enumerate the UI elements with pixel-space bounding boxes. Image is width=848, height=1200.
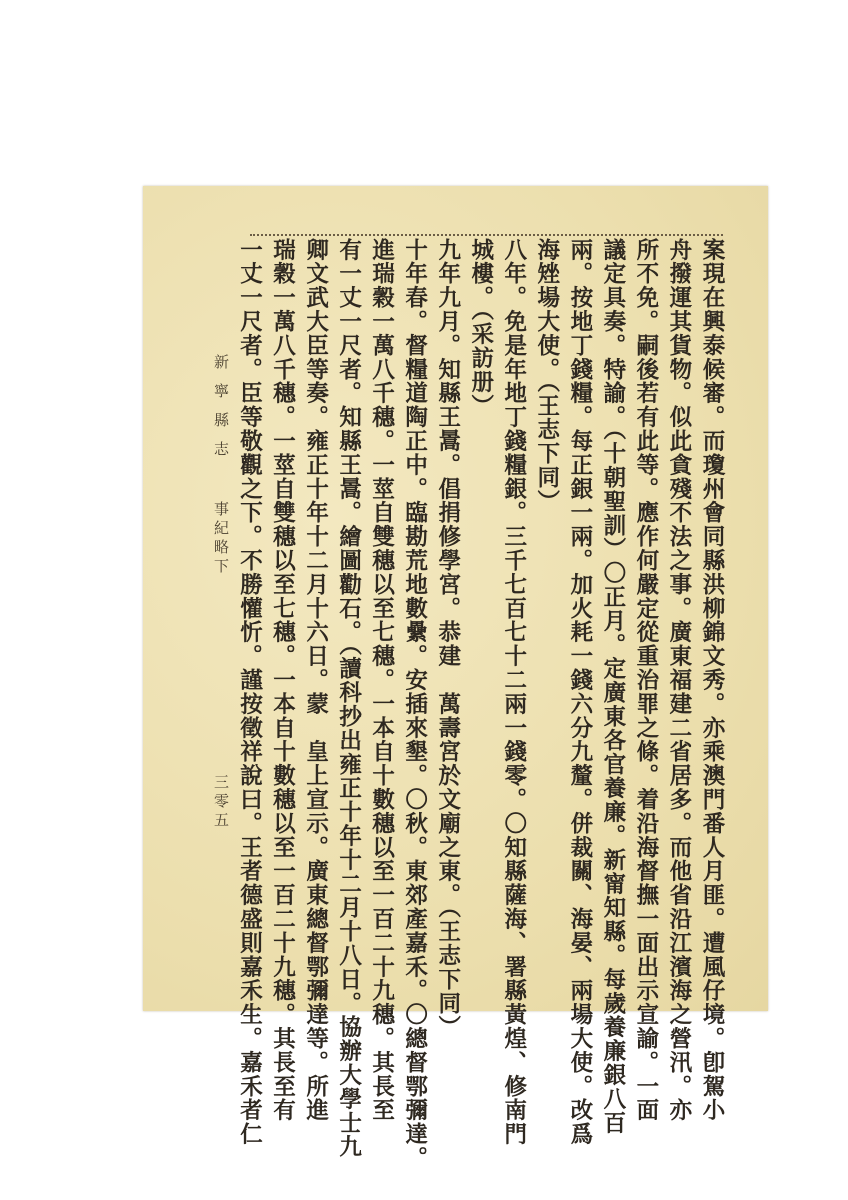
text-column-10: 十年春。督糧道陶正中。臨勘荒地數纍。安插來墾。〇秋。東郊產嘉禾。〇總督鄂彌達。 [401,238,428,1171]
text-column-3: 所不免。嗣後若有此等。應作何嚴定從重治罪之條。着沿海督撫一面出示宣諭。一面 [632,238,659,1123]
text-column-2: 舟撥運其貨物。似此貪殘不法之事。廣東福建二省居多。而他省沿江濱海之營汛。亦 [665,238,692,1123]
text-column-14: 瑞穀一萬八千穗。一莖自雙穗以至七穗。一本自十數穗以至一百二十九穗。其長至有 [269,238,296,1123]
text-column-13: 卿文武大臣等奏。雍正十年十二月十六日。蒙 皇上宣示。廣東總督鄂彌達等。所進 [302,238,329,1123]
text-column-5: 兩。按地丁錢糧。每正銀一兩。加火耗一錢六分九釐。併裁關、海晏、兩場大使。改爲 [566,238,593,1147]
page-number: 三零五 [212,774,230,831]
section-title: 事紀略下 [212,501,230,577]
text-column-4: 議定具奏。特諭。（十朝聖訓）〇正月。定廣東各官養廉。新甯知縣。每歲養廉銀八百 [599,238,626,1135]
text-column-11: 進瑞穀一萬八千穗。一莖自雙穗以至七穗。一本自十數穗以至一百二十九穗。其長至 [368,238,395,1123]
body-text [236,238,725,1171]
text-column-1: 案現在興泰候審。而瓊州會同縣洪柳錦文秀。亦乘澳門番人月匪。遭風仔境。卽駕小 [698,238,725,1123]
text-column-12: 有一丈一尺者。知縣王暠。繪圖勸石。（讀科抄出雍正十年十二月十八日。協辦大學士九 [335,238,362,1159]
top-rule [250,234,723,236]
text-column-6: 海矬場大使。（王志下同） [533,238,560,514]
text-column-8: 城樓。（采訪册） [467,238,494,418]
text-column-15: 一丈一尺者。臣等敬觀之下。不勝懽忻。謹按徵祥說曰。王者德盛則嘉禾生。嘉禾者仁 [236,238,263,1147]
text-column-9: 九年九月。知縣王暠。倡捐修學宮。恭建 萬壽宮於文廟之東。（王志下同） [434,238,461,1040]
gazetteer-title: 新寧縣志 [212,354,230,470]
text-column-7: 八年。免是年地丁錢糧銀。三千七百七十二兩一錢零。〇知縣薩海、署縣黃煌、修南門 [500,238,527,1147]
scanned-page [143,186,768,1171]
